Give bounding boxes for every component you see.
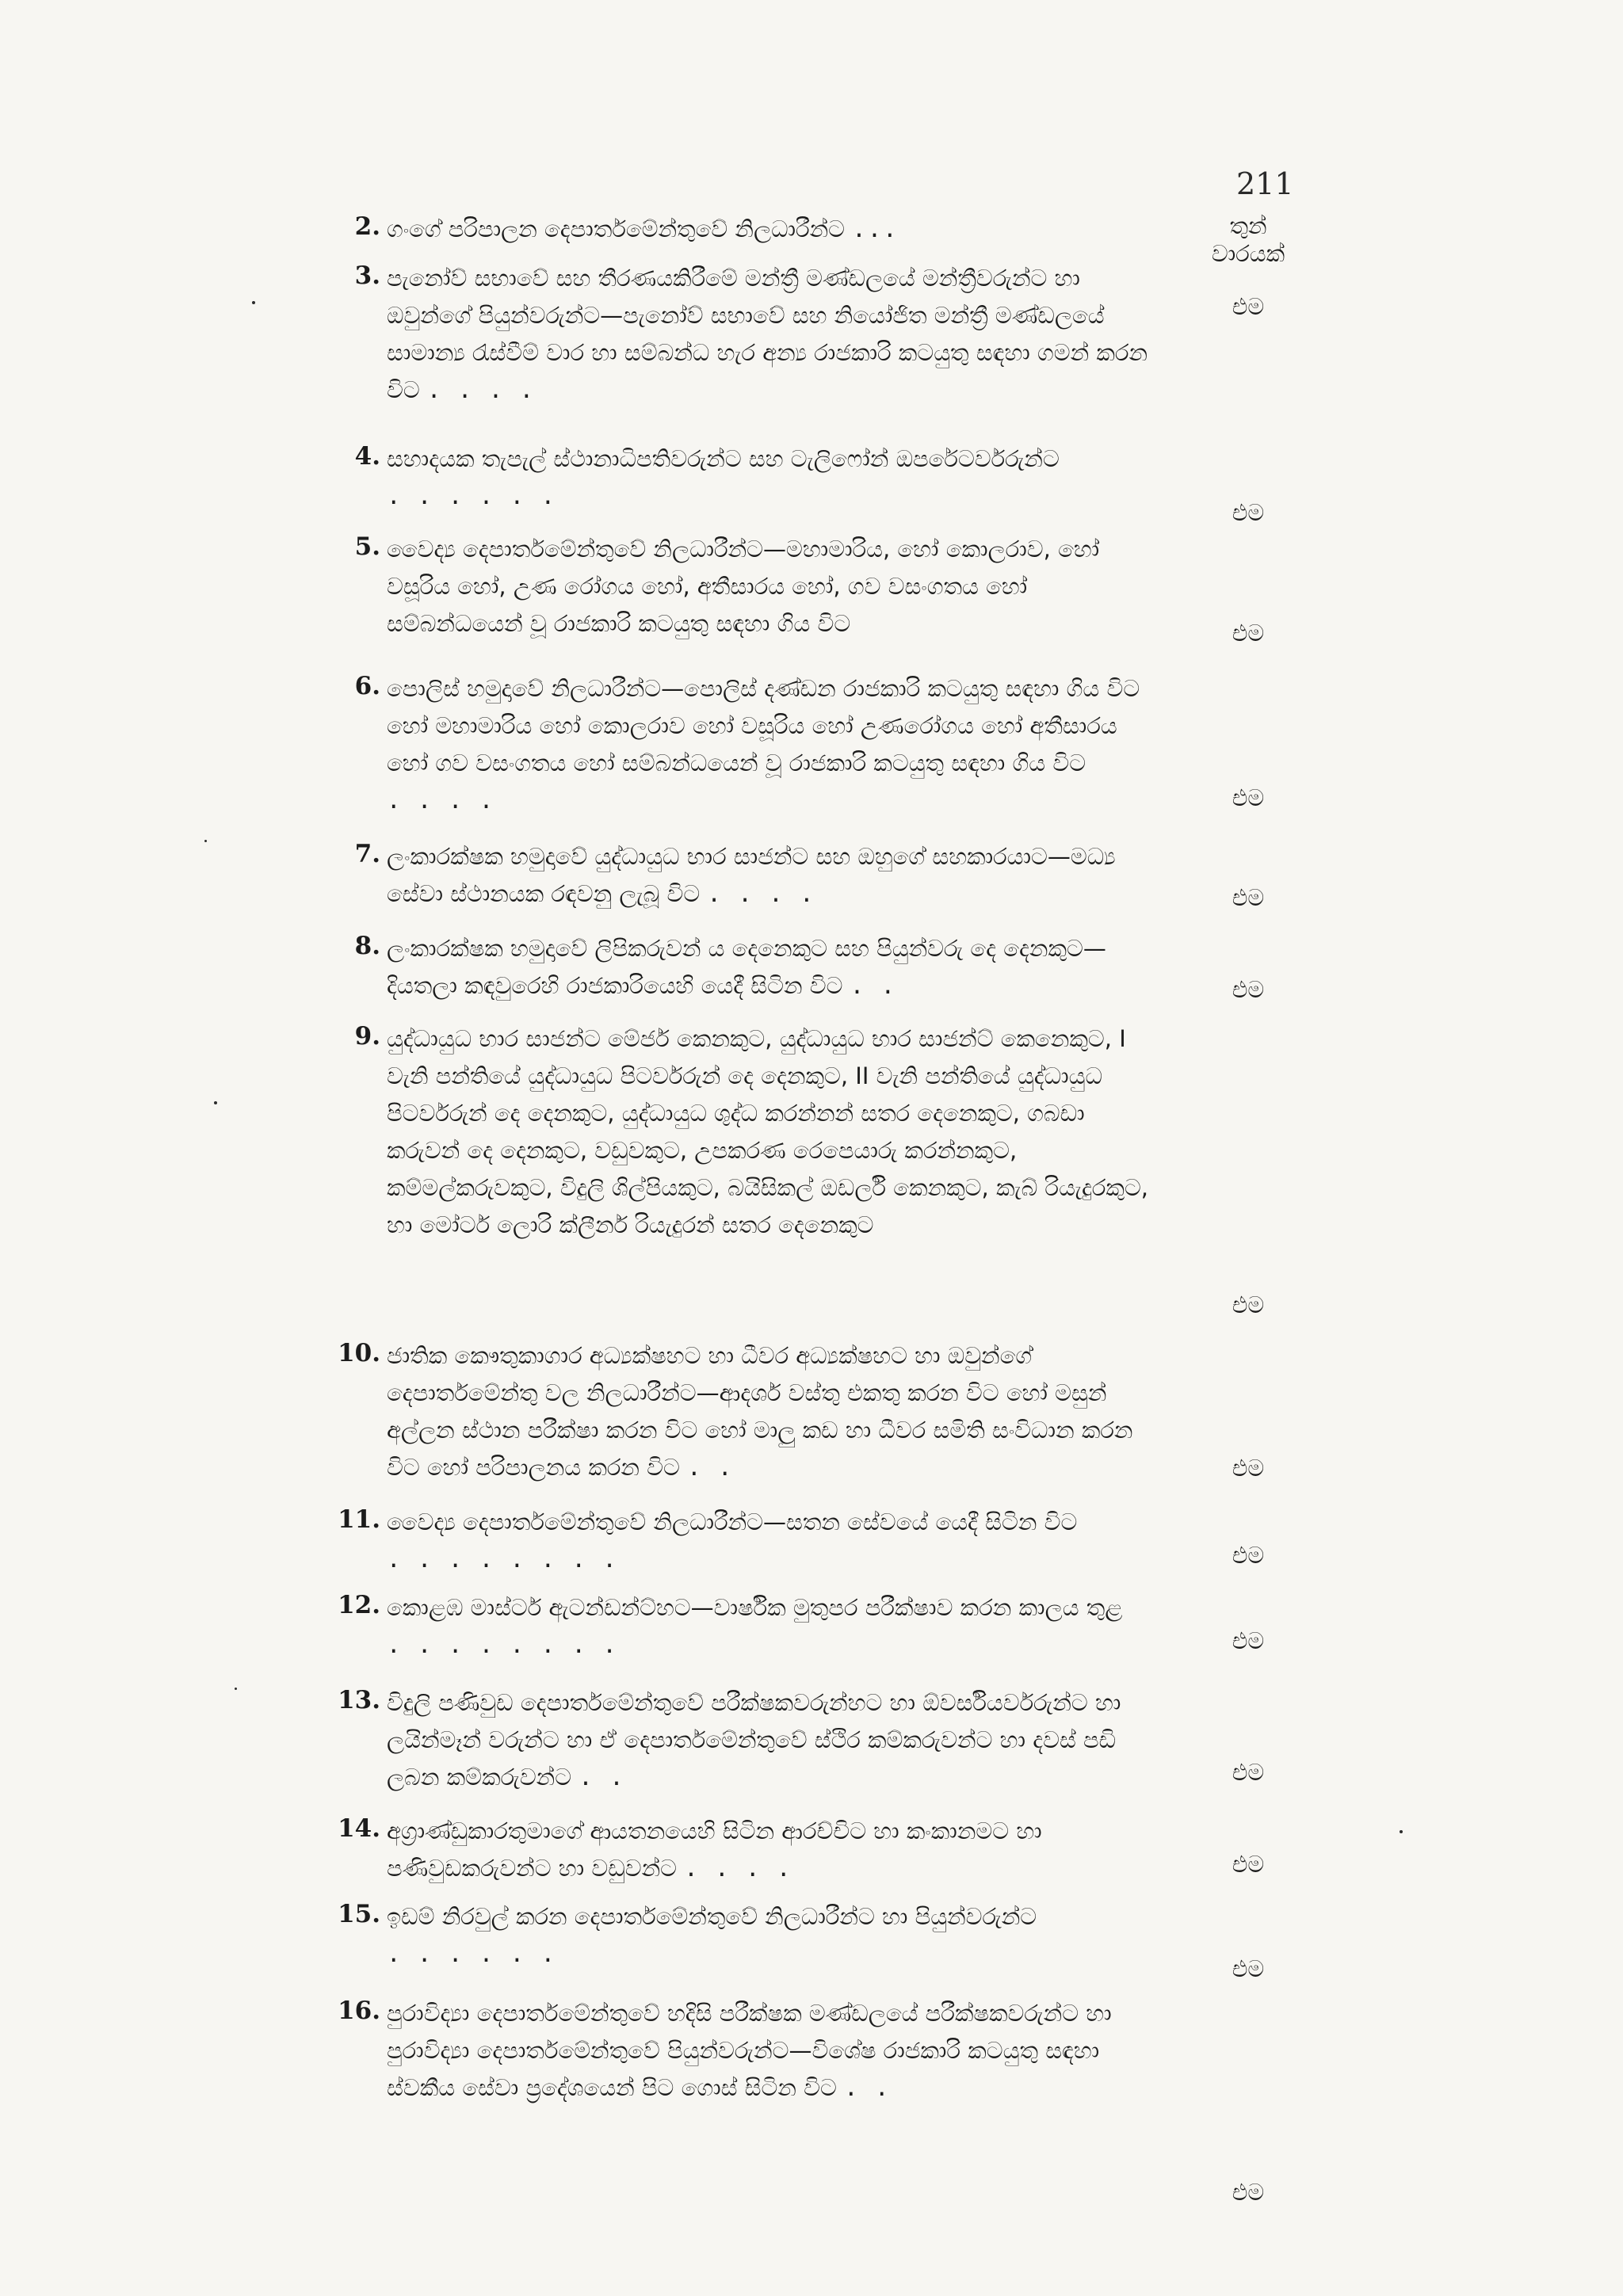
page-number: 211 [1236,166,1294,201]
entry-amount: තුන් වාරයක් [1211,212,1285,267]
dot-leader: . . [687,1454,734,1481]
scan-speck [214,1101,217,1104]
entry-text [387,1504,1163,1578]
entry-number: 11. [338,1505,380,1534]
entry-amount: එම [1232,1851,1265,1878]
entry-number: 8. [354,932,380,960]
entry-description: සහාදයක තැපැල් ස්ථානාධිපතිවරුන්ට සහ ටැලිෆෝන් ඔපරේටර්වරුන්ට [387,445,1060,472]
dot-leader: . . . . [684,1855,792,1882]
entry-text [387,260,1163,409]
dot-leader: . . . . [426,376,536,403]
entry-description: පැනෝව් සභාවේ සහ තීරණයකිරීමේ මන්ත්‍රී මණ්ඩලයේ මන්ත්‍රීවරුන්ට හා ඔවුන්ගේ පියුන්වරුන්ට—පැනෝව් සභාවේ සහ නියෝජිත මන්ත්‍රී මණ්ඩලයේ සාමාන්‍ය රැස්වීම් වාර හා සම්බන්ධ හැර අන්‍ය රාජකාරි කටයුතු සඳහා ගමන් කරන විට [387,265,1148,403]
entry-amount: එම [1232,976,1265,1003]
entry-description: ගංගේ පරිපාලන දෙපාර්තමේන්තුවේ නිලධාරීන්ට [387,215,846,242]
entry-description: යුද්ධායුධ භාර සාජන්ට මේජර් කෙනකුට, යුද්ධායුධ භාර සාජන්ට් කෙනෙකුට, I වැනි පන්තියේ යුද්ධායුධ පිටර්වරුන් දෙ දෙනකුට, II වැනි පන්තියේ යුද්ධායුධ පිටර්වරුන් දෙ දෙනකුට, යුද්ධායුධ ශුද්ධ කරන්නන් සතර දෙනෙකුට, ගබඩා කරුවන් දෙ දෙනකුට, වඩුවකුට, උපකරණ රෙපෙයාරු කරන්නකුට, කම්මල්කරුවකුට, විදුලි ශිල්පියකුට, බයිසිකල් ඔඩර්ලි කෙනකුට, කැබ් රියැදුරකුට, හා මෝටර් ලොරි ක්ලීනර් රියැදුරන් සතර දෙනෙකුට [387,1025,1149,1238]
entry-text [387,441,1163,515]
entry-number: 13. [338,1686,380,1714]
entry-text [387,1813,1163,1887]
entry-text [387,838,1163,913]
entry-amount: එම [1232,1455,1265,1482]
scan-speck [204,840,207,842]
entry-number: 14. [338,1814,380,1843]
dot-leader: . . . . . . . . [387,1546,618,1573]
entry-text [387,1684,1163,1796]
entry-description: පොලිස් හමුදාවේ නිලධාරීන්ට—පොලිස් දණ්ඩන රාජකාරි කටයුතු සඳහා ගිය විට හෝ මහාමාරිය හෝ කොලරාව හෝ වසූරිය හෝ උණරෝගය හෝ අතීසාරය හෝ ගව වසංගතය හෝ සම්බන්ධයෙන් වූ රාජකාරි කටයුතු සඳහා ගිය විට [387,675,1140,776]
entry-description: අග්‍රාණ්ඩුකාරතුමාගේ ආයතනයෙහි සිටින ආරච්චිට හා කංකානමට හා පණිවුඩකරුවන්ට හා වඩුවන්ට [387,1817,1042,1882]
entry-amount: එම [1232,1759,1265,1786]
dot-leader: . . [844,2074,891,2101]
entry-text [387,1337,1163,1486]
scan-speck [235,1688,237,1690]
entry-number: 12. [338,1591,380,1619]
entry-amount: එම [1232,1955,1265,1982]
entry-number: 2. [354,212,380,241]
entry-description: විදුලි පණිවුඩ දෙපාර්තමේන්තුවේ පරීක්ෂකවරුන්හට හා ඕවර්සියර්වරුන්ට හා ලයින්මෑන් වරුන්ට හා ඒ දෙපාර්තමේන්තුවේ ස්ථිර කම්කරුවන්ට හා දවස් පඩි ලබන කම්කරුවන්ට [387,1689,1121,1791]
entry-amount: එම [1232,884,1265,911]
entry-amount: එම [1232,2179,1265,2206]
dot-leader: . . . . . . [387,1940,557,1967]
entry-text [387,930,1163,1005]
entry-amount: එම [1232,1291,1265,1318]
dot-leader: . . . . [387,787,495,814]
entry-description: වෛද්‍ය දෙපාර්තමේන්තුවේ නිලධාරීන්ට—සතන සේවයේ යෙදී සිටින විට [387,1508,1078,1535]
entry-text [387,1020,1163,1244]
dot-leader: . . . . . . . . [387,1631,618,1658]
dot-leader: . . . . . . [387,482,557,509]
entry-number: 15. [338,1900,380,1928]
entry-description: ලංකාරක්ෂක හමුදාවේ ලිපිකරුවන් ය දෙනෙකුට සහ පියුන්වරු දෙ දෙනකුට—දියතලා කඳවුරෙහි රාජකාරියෙහි යෙදී සිටින විට [387,935,1106,999]
entry-text [387,1589,1163,1664]
entry-number: 5. [354,532,380,561]
dot-leader: . . [850,972,897,999]
entry-description: කොළඹ මාස්ටර් ඇටන්ඩන්ට්හට—වාර්ෂික මුතුපර පරීක්ෂාව කරන කාලය තුළ [387,1594,1123,1621]
entry-number: 7. [354,840,380,868]
scan-speck [1400,1830,1403,1833]
entry-amount: එම [1232,1627,1265,1654]
entry-amount: එම [1232,293,1265,320]
entry-amount: එම [1232,784,1265,811]
entry-text [387,670,1163,819]
entry-description: ඉඩම් නිරවුල් කරන දෙපාර්තමේන්තුවේ නිලධාරීන්ට හා පියුන්වරුන්ට [387,1903,1037,1930]
entry-description: පුරාවිද්‍යා දෙපාර්තමේන්තුවේ හදිසි පරීක්ෂක මණ්ඩලයේ පරීක්ෂකවරුන්ට හා පුරාවිද්‍යා දෙපාර්තමේන්තුවේ පියුන්වරුන්ට—විශේෂ රාජකාරි කටයුතු සඳහා ස්වකීය සේවා ප්‍රදේශයෙන් පිට ගොස් සිටින විට [387,2000,1112,2101]
entry-description: ජාතික කෞතුකාගාර අධ්‍යක්ෂහට හා ධීවර අධ්‍යක්ෂහට හා ඔවුන්ගේ දෙපාර්තමේන්තු වල නිලධාරීන්ට—ආදර්ශ වස්තු එකතු කරන විට හෝ මසුන් අල්ලන ස්ථාන පරීක්ෂා කරන විට හෝ මාලු කඩ හා ධීවර සමිති සංවිධාන කරන විට හෝ පරිපාලනය කරන විට [387,1342,1133,1481]
entry-number: 10. [338,1339,380,1367]
entry-text [387,531,1163,643]
entry-number: 6. [354,672,380,700]
entry-amount: එම [1232,1542,1265,1569]
dot-leader: ... [852,215,899,242]
entry-amount: එම [1232,499,1265,526]
entry-text [387,1898,1163,1973]
entry-number: 9. [354,1022,380,1051]
entry-number: 4. [354,442,380,471]
entry-amount: එම [1232,620,1265,646]
entry-number: 3. [354,261,380,290]
entry-text [387,211,1163,248]
entry-description: ලංකාරක්ෂක හමුදාවේ යුද්ධායුධ භාර සාජන්ට සහ ඔහුගේ සහකාරයාට—මධ්‍ය සේවා ස්ථානයක රඳවනු ලැබූ විට [387,843,1116,907]
entry-text [387,1995,1163,2107]
entry-number: 16. [338,1997,380,2025]
scan-speck [252,301,255,304]
dot-leader: . . . . [707,880,815,907]
entry-description: වෛද්‍ය දෙපාර්තමේන්තුවේ නිලධාරීන්ට—මහාමාරිය, හෝ කොලරාව, හෝ වසූරිය හෝ, උණ රෝගය හෝ, අතීසාරය හෝ, ගව වසංගතය හෝ සම්බන්ධයෙන් වූ රාජකාරි කටයුතු සඳහා ගිය විට [387,536,1100,637]
dot-leader: . . [579,1764,625,1791]
